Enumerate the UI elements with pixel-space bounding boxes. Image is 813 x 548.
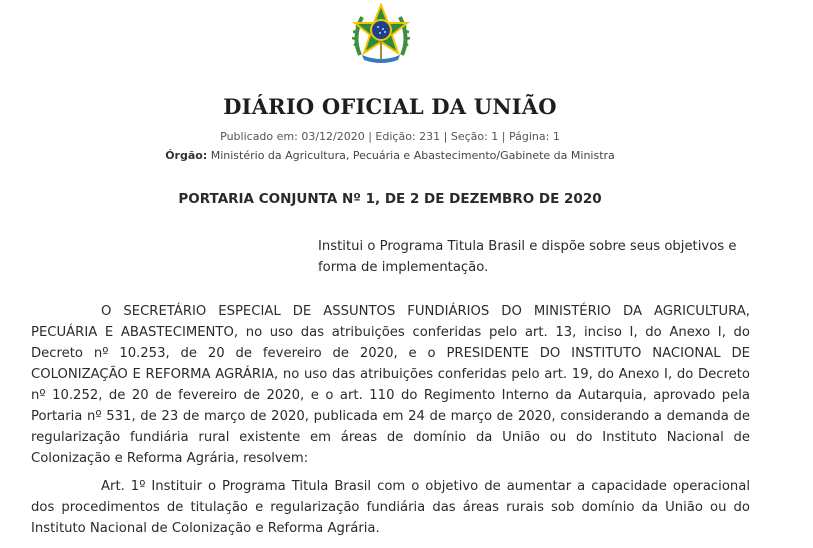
brazil-coat-of-arms-icon (350, 3, 412, 65)
orgao-line (0, 149, 780, 162)
newspaper-title: DIÁRIO OFICIAL DA UNIÃO (223, 94, 557, 119)
act-ementa: Institui o Programa Titula Brasil e dispõe sobre seus objetivos e forma de implementação. (318, 239, 737, 275)
article-1: Art. 1º Instituir o Programa Titula Brasil com o objetivo de aumentar a capacidade operacional dos procedimentos de titulação e regularização fundiária das áreas rurais sob domínio da União ou do Instituto Nacional de Colonização e Reforma Agrária. (31, 479, 750, 536)
act-preamble: O SECRETÁRIO ESPECIAL DE ASSUNTOS FUNDIÁRIOS DO MINISTÉRIO DA AGRICULTURA, PECUÁRIA E ABASTECIMENTO, no uso das atribuições conferidas pelo art. 13, inciso I, do Anexo I, do Decreto nº 10.253, de 20 de fevereiro de 2020, e o PRESIDENTE DO INSTITUTO NACIONAL DE COLONIZAÇÃO E REFORMA AGRÁRIA, no uso das atribuições conferidas pelo art. 19, do Anexo I, do Decreto nº 10.252, de 20 de fevereiro de 2020, e o art. 110 do Regimento Interno da Autarquia, aprovado pela Portaria nº 531, de 23 de março de 2020, publicada em 24 de março de 2020, considerando a demanda de regularização fundiária rural existente em áreas de domínio da União ou do Instituto Nacional de Colonização e Reforma Agrária, resolvem: (31, 304, 750, 466)
orgao-label: Órgão: (165, 149, 208, 162)
act-title: PORTARIA CONJUNTA Nº 1, DE 2 DE DEZEMBRO DE 2020 (178, 191, 602, 207)
publication-info: Publicado em: 03/12/2020 | Edição: 231 | Seção: 1 | Página: 1 (220, 130, 560, 143)
orgao-value: Ministério da Agricultura, Pecuária e Abastecimento/Gabinete da Ministra (210, 149, 615, 162)
